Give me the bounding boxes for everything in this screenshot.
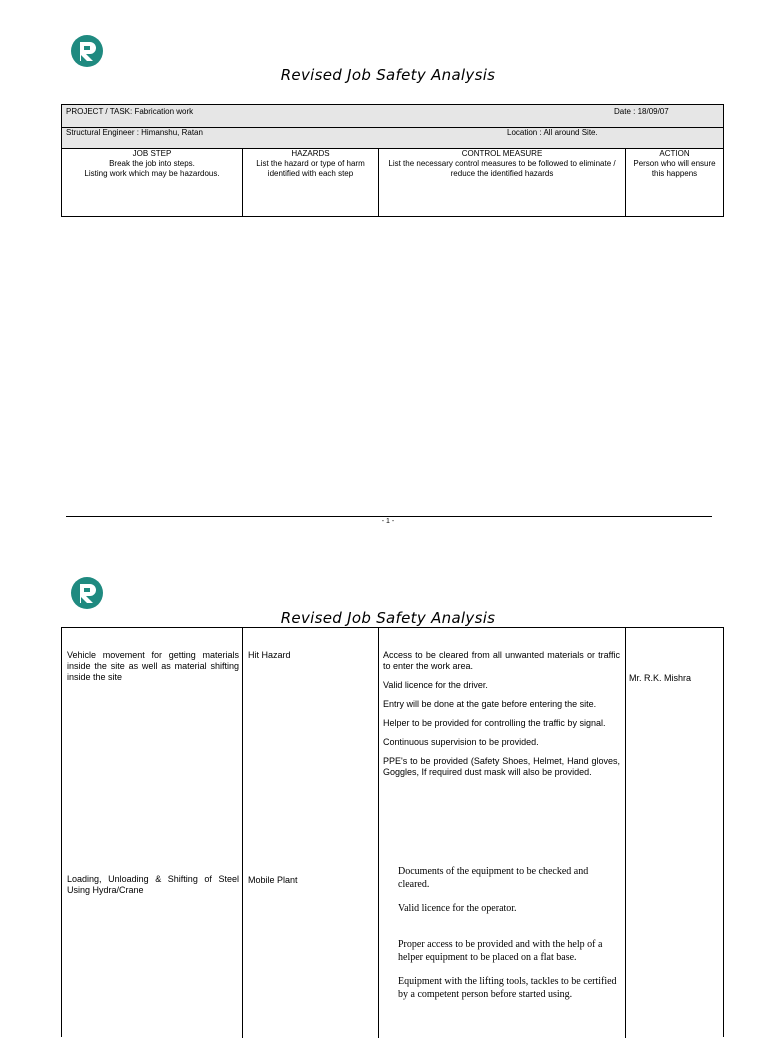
location: Location : All around Site. <box>507 128 598 137</box>
control-measure-cell <box>383 650 620 786</box>
control-item: Helper to be provided for controlling the traffic by signal. <box>383 718 606 728</box>
col-divider <box>242 628 243 1038</box>
control-item: Valid licence for the operator. <box>398 903 517 914</box>
control-item: PPE's to be provided (Safety Shoes, Helmet, Hand gloves, Goggles, If required dust mask will also be provided. <box>383 756 620 777</box>
job-step-cell: Vehicle movement for getting materials inside the site as well as material shifting inside the site <box>67 650 239 682</box>
hazard-cell: Hit Hazard <box>248 650 291 660</box>
date: Date : 18/09/07 <box>614 107 669 116</box>
company-logo-icon <box>68 577 106 609</box>
control-item: Entry will be done at the gate before entering the site. <box>383 699 597 709</box>
control-item: Proper access to be provided and with the help of a helper equipment to be placed on a flat base. <box>398 939 603 963</box>
job-step-cell: Loading, Unloading & Shifting of Steel Using Hydra/Crane <box>67 874 239 895</box>
col-header-action: ACTION Person who will ensure this happens <box>633 149 716 178</box>
control-measure-cell <box>398 865 618 1012</box>
jsa-header-table <box>61 104 724 217</box>
col-divider <box>378 628 379 1038</box>
col-header-job-step: JOB STEP Break the job into steps. Listing work which may be hazardous. <box>84 149 220 178</box>
action-cell: Mr. R.K. Mishra <box>629 673 692 683</box>
control-item: Valid licence for the driver. <box>383 680 488 690</box>
col-header-hazards: HAZARDS List the hazard or type of harm identified with each step <box>256 149 365 178</box>
structural-engineer: Structural Engineer : Himanshu, Ratan <box>66 128 203 137</box>
document-title: Revised Job Safety Analysis <box>280 609 496 627</box>
footer-rule <box>66 516 712 517</box>
control-item: Equipment with the lifting tools, tackles to be certified by a competent person before started using. <box>398 976 617 1000</box>
col-divider <box>625 628 626 1038</box>
page-number: - 1 - <box>381 518 395 525</box>
company-logo-icon <box>68 35 106 67</box>
control-item: Documents of the equipment to be checked and cleared. <box>398 866 589 890</box>
control-item: Access to be cleared from all unwanted materials or traffic to enter the work area. <box>383 650 620 671</box>
jsa-body-table <box>61 627 724 1037</box>
control-item: Continuous supervision to be provided. <box>383 737 539 747</box>
project-task: PROJECT / TASK: Fabrication work <box>66 107 194 116</box>
document-title: Revised Job Safety Analysis <box>280 66 496 84</box>
hazard-cell: Mobile Plant <box>248 875 298 885</box>
col-header-control-measure: CONTROL MEASURE List the necessary control measures to be followed to eliminate / reduce the identified hazards <box>388 149 616 178</box>
